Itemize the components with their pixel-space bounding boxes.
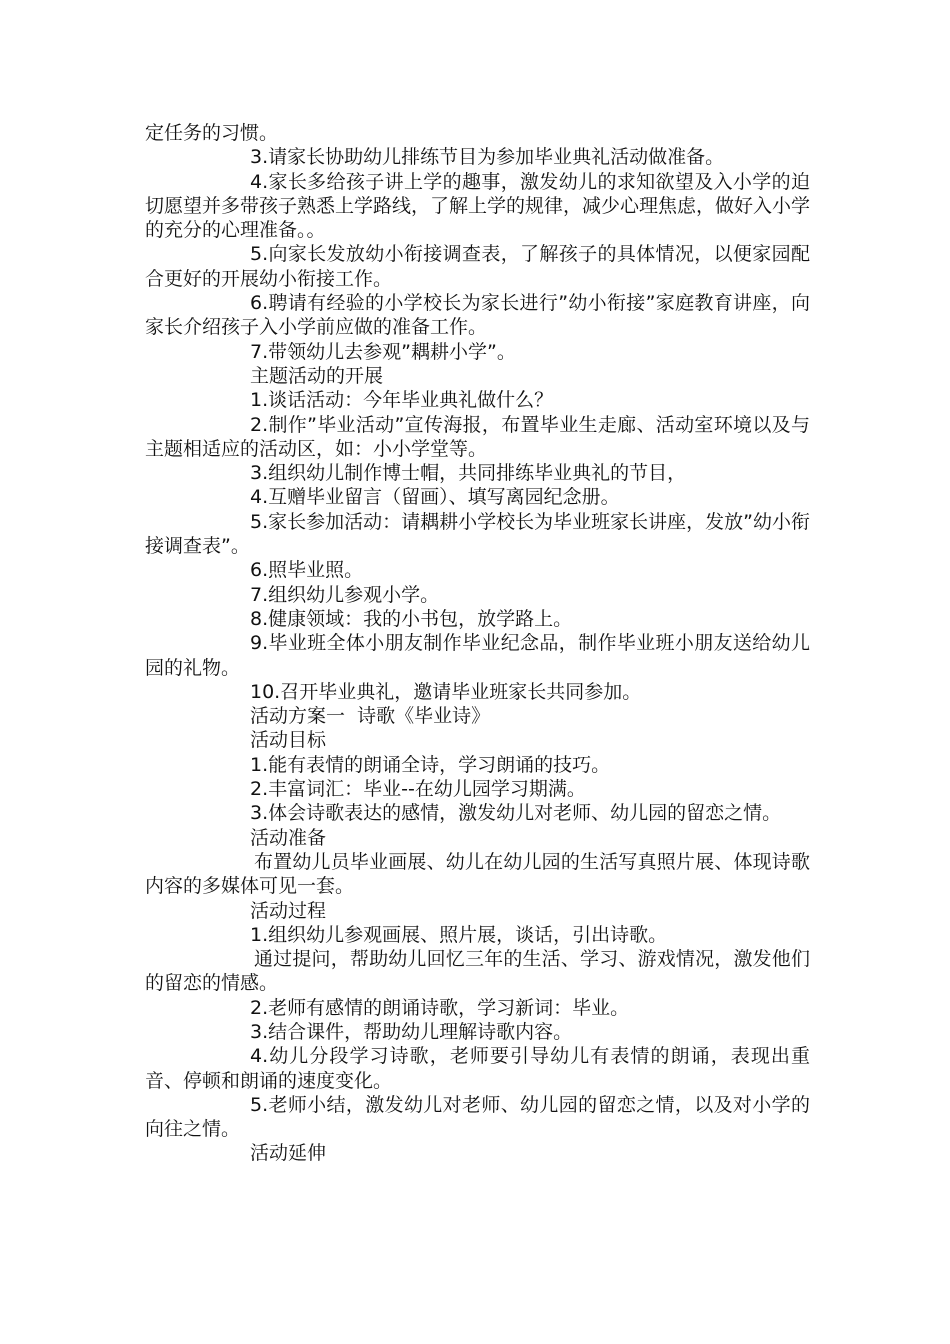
list-item: 8.健康领域：我的小书包，放学路上。: [250, 607, 573, 630]
list-item: 6.照毕业照。: [250, 559, 364, 582]
list-item: 1.组织幼儿参观画展、照片展，谈话，引出诗歌。: [250, 923, 668, 946]
list-item: 3.体会诗歌表达的感情，激发幼儿对老师、幼儿园的留恋之情。: [250, 802, 782, 825]
list-item: 5.老师小结，激发幼儿对老师、幼儿园的留恋之情，以及对小学的向往之情。: [145, 1093, 810, 1141]
paragraph-process-detail: 通过提问，帮助幼儿回忆三年的生活、学习、游戏情况，激发他们的留恋的情感。: [145, 948, 810, 995]
paragraph-continuation: 定任务的习惯。: [145, 122, 279, 144]
list-item: 9.毕业班全体小朋友制作毕业纪念品，制作毕业班小朋友送给幼儿园的礼物。: [145, 632, 810, 679]
list-item: 1.能有表情的朗诵全诗，学习朗诵的技巧。: [250, 753, 611, 776]
section-heading-activity-extension: 活动延伸: [250, 1142, 327, 1165]
section-heading-activity-preparation: 活动准备: [250, 826, 327, 849]
section-heading-activity-process: 活动过程: [250, 899, 327, 922]
paragraph-item-5: 5.向家长发放幼小衔接调查表，了解孩子的具体情况，以便家园配合更好的开展幼小衔接工作。: [145, 243, 810, 290]
paragraph-item-6: 6.聘请有经验的小学校长为家长进行”幼小衔接”家庭教育讲座，向家长介绍孩子入小学前应做的准备工作。: [145, 292, 810, 339]
list-item: 4.幼儿分段学习诗歌，老师要引导幼儿有表情的朗诵，表现出重音、停顿和朗诵的速度变化。: [145, 1045, 810, 1092]
list-item: 4.互赠毕业留言（留画）、填写离园纪念册。: [250, 486, 620, 509]
paragraph-item-3: 3.请家长协助幼儿排练节目为参加毕业典礼活动做准备。: [250, 146, 725, 169]
list-item: 1.谈话活动：今年毕业典礼做什么？: [250, 389, 554, 412]
section-heading-theme-activities: 主题活动的开展: [250, 364, 384, 387]
section-heading-activity-goals: 活动目标: [250, 729, 327, 752]
section-heading-activity-plan: 活动方案一 诗歌《毕业诗》: [250, 705, 491, 728]
document-body: [145, 121, 810, 1166]
list-item: 3.结合课件，帮助幼儿理解诗歌内容。: [250, 1020, 573, 1043]
list-item: 2.制作”毕业活动”宣传海报，布置毕业生走廊、活动室环境以及与主题相适应的活动区，如：小小学堂等。: [145, 413, 810, 460]
list-item: 7.组织幼儿参观小学。: [250, 583, 440, 606]
list-item: 3.组织幼儿制作博士帽，共同排练毕业典礼的节目，: [250, 462, 687, 485]
paragraph-preparation: 布置幼儿员毕业画展、幼儿在幼儿园的生活写真照片展、体现诗歌内容的多媒体可见一套。: [145, 850, 810, 898]
list-item: 2.老师有感情的朗诵诗歌，学习新词：毕业。: [250, 996, 630, 1019]
list-item: 10.召开毕业典礼，邀请毕业班家长共同参加。: [250, 680, 642, 703]
list-item: 2.丰富词汇：毕业--在幼儿园学习期满。: [250, 778, 586, 801]
list-item: 5.家长参加活动：请耦耕小学校长为毕业班家长讲座，发放”幼小衔接调查表”。: [145, 510, 810, 558]
paragraph-item-7: 7.带领幼儿去参观”耦耕小学”。: [250, 340, 516, 363]
paragraph-item-4: 4.家长多给孩子讲上学的趣事，激发幼儿的求知欲望及入小学的迫切愿望并多带孩子熟悉上学路线，了解上学的规律，减少心理焦虑，做好入小学的充分的心理准备。。: [145, 170, 811, 242]
